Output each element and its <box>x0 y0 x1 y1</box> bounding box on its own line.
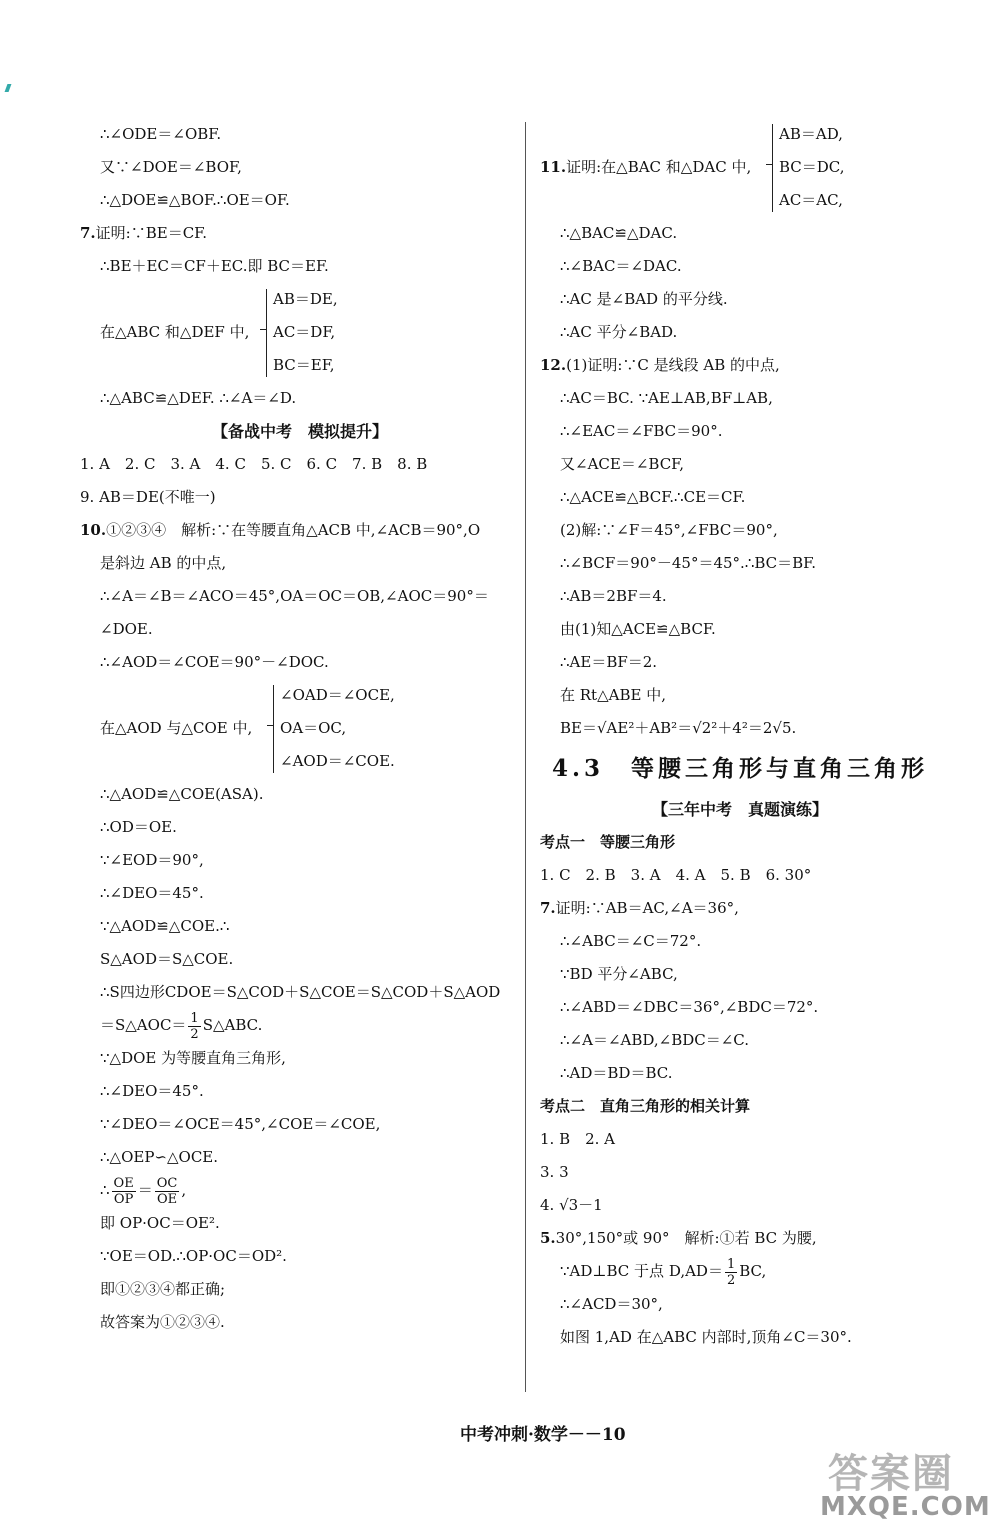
text-line: ∴△BAC≌△DAC. <box>560 224 678 242</box>
text-line: 故答案为①②③④. <box>100 1313 225 1331</box>
denominator: 2 <box>726 1272 736 1288</box>
fraction <box>725 1257 737 1288</box>
text-line: ∴AC 平分∠BAD. <box>560 323 678 341</box>
fraction-line <box>80 1009 520 1042</box>
text-line: ∴∠EAC＝∠FBC＝90°. <box>560 422 723 440</box>
question-number: 7. <box>80 224 96 242</box>
question-number: 12. <box>540 356 567 374</box>
text-line: ∴∠BAC＝∠DAC. <box>560 257 682 275</box>
text-line: 由(1)知△ACE≌△BCF. <box>560 620 716 638</box>
system-condition: ∠OAD＝∠OCE, <box>280 686 395 704</box>
fraction <box>155 1176 180 1207</box>
answer-4: 4. √3－1 <box>540 1196 603 1214</box>
text-line: ∴∠BCF＝90°－45°＝45°.∴BC＝BF. <box>560 554 817 572</box>
numerator: 1 <box>190 1010 199 1026</box>
question-5 <box>540 1222 940 1255</box>
text-line: 即 OP·OC＝OE². <box>100 1214 220 1232</box>
text-fragment: ＝S△AOC＝ <box>100 1016 187 1034</box>
corner-mark <box>5 84 12 92</box>
text-line: ∴△DOE≌△BOF.∴OE＝OF. <box>100 191 290 209</box>
question-10 <box>80 514 520 547</box>
text-line: ∵BD 平分∠ABC, <box>560 965 678 983</box>
equation-system <box>540 118 940 217</box>
right-column <box>540 118 940 1354</box>
denominator: OE <box>156 1191 178 1207</box>
page-footer: 中考冲刺·数学－－10 <box>460 1425 626 1445</box>
numerator: 1 <box>726 1256 736 1272</box>
text-line: (2)解:∵∠F＝45°,∠FBC＝90°, <box>560 521 778 539</box>
answer-3: 3. 3 <box>540 1163 569 1181</box>
text-fragment: ∴ <box>100 1181 110 1199</box>
text-line: ∴∠ACD＝30°, <box>560 1295 663 1313</box>
brace <box>772 124 779 212</box>
question-12 <box>540 349 940 382</box>
text-line: (1)证明:∵C 是线段 AB 的中点, <box>566 356 780 374</box>
question-number: 7. <box>540 899 556 917</box>
question-number: 11. <box>540 158 567 176</box>
text-line: ∵OE＝OD.∴OP·OC＝OD². <box>100 1247 287 1265</box>
text-line: ∴∠A＝∠B＝∠ACO＝45°,OA＝OC＝OB,∠AOC＝90°＝ <box>100 587 489 605</box>
text-fragment: 证明:在△BAC 和△DAC 中, <box>566 158 752 176</box>
multiple-choice-answers: 1. A 2. C 3. A 4. C 5. C 6. C 7. B 8. B <box>80 455 428 473</box>
equation-system <box>80 283 520 382</box>
text-line: ∴∠ABC＝∠C＝72°. <box>560 932 702 950</box>
choice-answers: 1. C 2. B 3. A 4. A 5. B 6. 30° <box>540 866 812 884</box>
text-line: S△AOD＝S△COE. <box>100 950 234 968</box>
text-line: 30°,150°或 90° 解析:①若 BC 为腰, <box>555 1229 817 1247</box>
text-line: 是斜边 AB 的中点, <box>100 554 227 572</box>
text-line: ∴AD＝BD＝BC. <box>560 1064 673 1082</box>
question-7 <box>540 892 940 925</box>
text-line: 如图 1,AD 在△ABC 内部时,顶角∠C＝30°. <box>560 1328 852 1346</box>
brace <box>266 289 273 377</box>
topic-heading: 考点二 直角三角形的相关计算 <box>540 1097 751 1115</box>
text-line: 证明:∵BE＝CF. <box>95 224 208 242</box>
topic-heading: 考点一 等腰三角形 <box>540 833 676 851</box>
text-line: ①②③④ 解析:∵在等腰直角△ACB 中,∠ACB＝90°,O <box>106 521 481 539</box>
section-title: 4.3 等腰三角形与直角三角形 <box>551 755 928 782</box>
system-condition: BC＝EF, <box>273 356 335 374</box>
system-intro: 在△AOD 与△COE 中, <box>100 719 253 737</box>
system-condition: AC＝AC, <box>779 191 843 209</box>
text-line: ∴S四边形CDOE＝S△COD＋S△COE＝S△COD＋S△AOD <box>100 983 501 1001</box>
left-column <box>80 118 520 1339</box>
text-line: ∴∠DEO＝45°. <box>100 1082 204 1100</box>
watermark-logo <box>820 1440 995 1530</box>
system-intro <box>540 151 751 184</box>
text-line: ∵△DOE 为等腰直角三角形, <box>100 1049 286 1067</box>
text-line: ∴∠DEO＝45°. <box>100 884 204 902</box>
equation-system <box>80 679 520 778</box>
section-heading: 【备战中考 模拟提升】 <box>211 422 388 441</box>
brace <box>273 685 280 773</box>
text-line: ∴△ACE≌△BCF.∴CE＝CF. <box>560 488 746 506</box>
text-line: ∴AB＝2BF＝4. <box>560 587 667 605</box>
text-line: ∴AC＝BC. ∵AE⊥AB,BF⊥AB, <box>560 389 773 407</box>
text-line: ∴OD＝OE. <box>100 818 177 836</box>
numerator: OE <box>113 1175 134 1191</box>
text-fragment: ∵AD⊥BC 于点 D,AD＝ <box>560 1262 723 1280</box>
text-fragment: S△ABC. <box>202 1016 263 1034</box>
question-number: 5. <box>540 1229 556 1247</box>
system-intro: 在△ABC 和△DEF 中, <box>100 323 250 341</box>
fraction-line <box>80 1174 520 1207</box>
system-condition: BC＝DC, <box>779 158 845 176</box>
system-condition: AC＝DF, <box>273 323 336 341</box>
text-line: ∴△AOD≌△COE(ASA). <box>100 785 264 803</box>
text-line: ∴∠ODE＝∠OBF. <box>100 125 222 143</box>
text-line: ∴∠AOD＝∠COE＝90°－∠DOC. <box>100 653 329 671</box>
text-line: 即①②③④都正确; <box>100 1280 226 1298</box>
system-condition: OA＝OC, <box>280 719 347 737</box>
text-line: 证明:∵AB＝AC,∠A＝36°, <box>555 899 739 917</box>
system-condition: ∠AOD＝∠COE. <box>280 752 395 770</box>
system-condition: AB＝AD, <box>779 125 843 143</box>
text-line: ∵∠DEO＝∠OCE＝45°,∠COE＝∠COE, <box>100 1115 381 1133</box>
text-line: ∴△OEP∽△OCE. <box>100 1148 219 1166</box>
text-line: ∴∠ABD＝∠DBC＝36°,∠BDC＝72°. <box>560 998 819 1016</box>
text-fragment: BC, <box>739 1262 767 1280</box>
section-heading: 【三年中考 真题演练】 <box>651 800 828 819</box>
text-line: ∴∠A＝∠ABD,∠BDC＝∠C. <box>560 1031 750 1049</box>
question-number: 10. <box>80 521 107 539</box>
system-condition: AB＝DE, <box>273 290 338 308</box>
numerator: OC <box>156 1175 178 1191</box>
text-line: ∴AC 是∠BAD 的平分线. <box>560 290 728 308</box>
text-fragment: ＝ <box>137 1181 153 1199</box>
watermark-url-text: MXQE.COM <box>820 1492 991 1522</box>
denominator: OP <box>113 1191 134 1207</box>
text-line: ∵△AOD≌△COE.∴ <box>100 917 230 935</box>
choice-answers: 1. B 2. A <box>540 1130 616 1148</box>
text-line: ∵∠EOD＝90°, <box>100 851 204 869</box>
text-line: 在 Rt△ABE 中, <box>560 686 666 704</box>
fraction <box>112 1176 136 1207</box>
text-line: 又∠ACE＝∠BCF, <box>560 455 685 473</box>
text-line: 又∵∠DOE＝∠BOF, <box>100 158 242 176</box>
question-7 <box>80 217 520 250</box>
text-line: ∴BE＋EC＝CF＋EC.即 BC＝EF. <box>100 257 329 275</box>
question-9: 9. AB＝DE(不唯一) <box>80 488 216 506</box>
text-line: ∴AE＝BF＝2. <box>560 653 658 671</box>
denominator: 2 <box>190 1026 199 1042</box>
text-line: ∠DOE. <box>100 620 153 638</box>
fraction <box>188 1011 200 1042</box>
fraction-line <box>540 1255 940 1288</box>
text-line: ∴△ABC≌△DEF. ∴∠A＝∠D. <box>100 389 297 407</box>
text-fragment: , <box>181 1181 187 1199</box>
column-divider <box>525 122 526 1392</box>
watermark-cn-text: 答案圈 <box>828 1451 954 1497</box>
text-line: BE＝√AE²＋AB²＝√2²＋4²＝2√5. <box>560 719 797 737</box>
